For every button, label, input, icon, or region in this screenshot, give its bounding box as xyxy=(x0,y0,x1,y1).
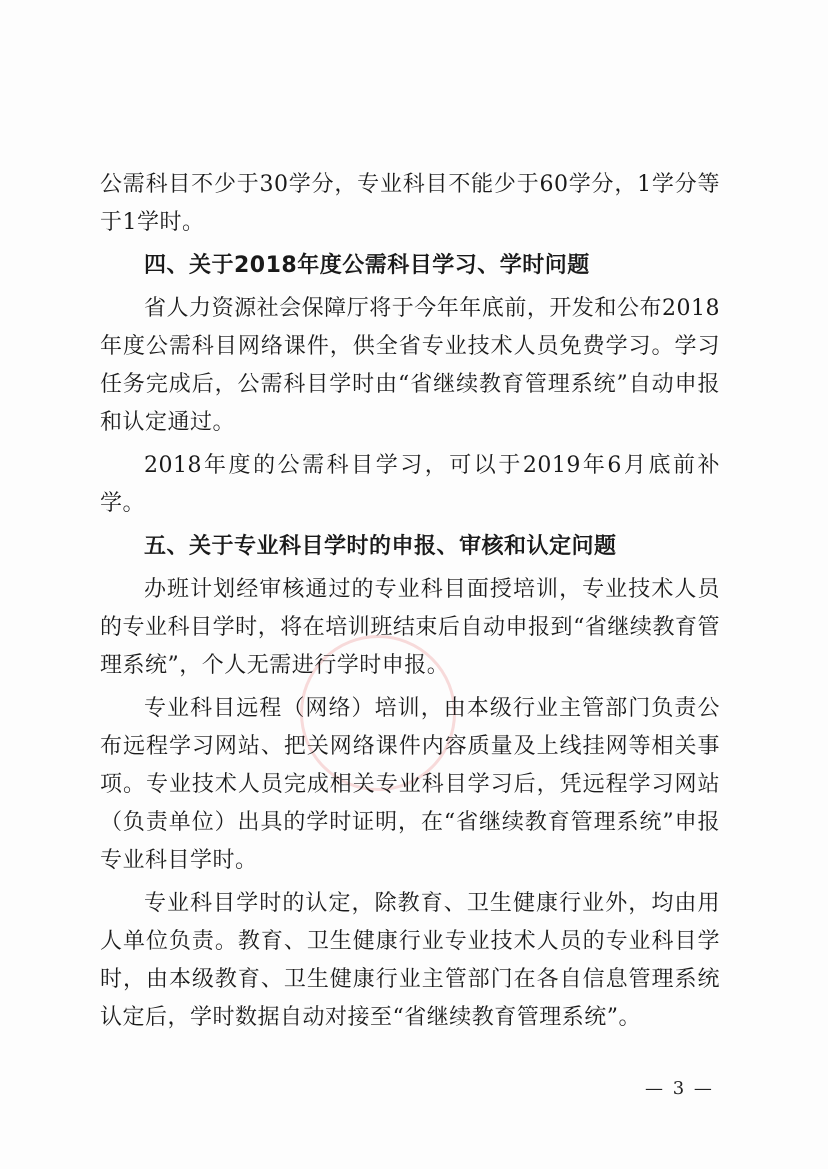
paragraph: 专业科目远程（网络）培训，由本级行业主管部门负责公布远程学习网站、把关网络课件内容质量及上线挂网等相关事项。专业技术人员完成相关专业科目学习后，凭远程学习网站（负责单位）出具的学时证明，在“省继续教育管理系统”申报专业科目学时。 xyxy=(100,696,720,873)
paragraph-continuation: 公需科目不少于30学分，专业科目不能少于60学分，1学分等于1学时。 xyxy=(100,172,720,235)
paragraph: 办班计划经审核通过的专业科目面授培训，专业技术人员的专业科目学时，将在培训班结束后自动申报到“省继续教育管理系统”，个人无需进行学时申报。 xyxy=(100,577,720,678)
paragraph: 省人力资源社会保障厅将于今年年底前，开发和公布2018年度公需科目网络课件，供全省专业技术人员免费学习。学习任务完成后，公需科目学时由“省继续教育管理系统”自动申报和认定通过。 xyxy=(100,296,720,435)
page-number: — 3 — xyxy=(645,1078,714,1099)
paragraph: 2018年度的公需科目学习，可以于2019年6月底前补学。 xyxy=(100,453,720,516)
section-heading-4: 四、关于2018年度公需科目学习、学时问题 xyxy=(144,253,590,278)
section-heading-5: 五、关于专业科目学时的申报、审核和认定问题 xyxy=(144,534,617,559)
paragraph: 专业科目学时的认定，除教育、卫生健康行业外，均由用人单位负责。教育、卫生健康行业专业技术人员的专业科目学时，由本级教育、卫生健康行业主管部门在各自信息管理系统认定后，学时数据自动对接至“省继续教育管理系统”。 xyxy=(100,891,720,1030)
body-text xyxy=(100,166,720,1042)
